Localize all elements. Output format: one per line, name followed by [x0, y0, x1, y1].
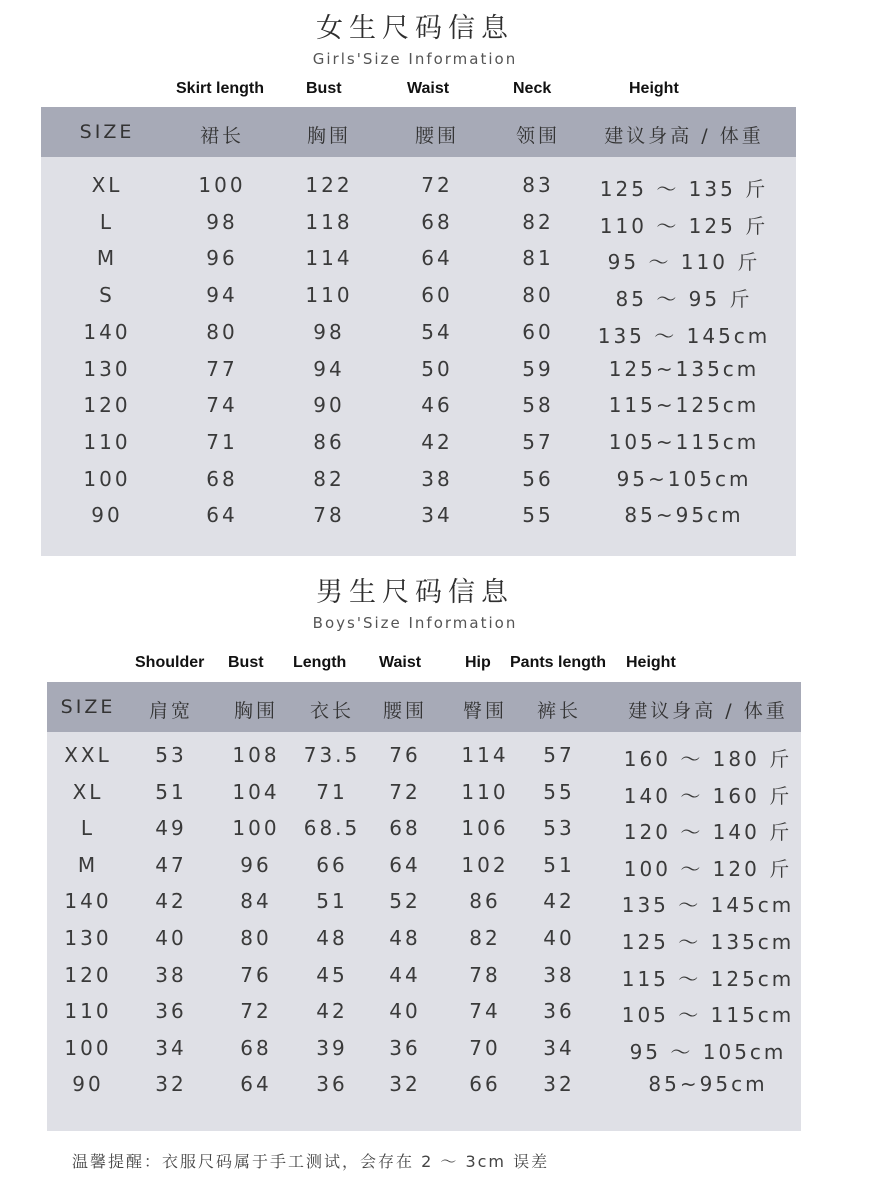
boys-english-label: Shoulder [135, 654, 205, 671]
girls-table-cell: 94 [206, 283, 238, 308]
boys-table-cell: 66 [469, 1072, 501, 1097]
girls-table-cell: 50 [421, 356, 453, 381]
girls-table-cell: M [96, 246, 118, 271]
boys-table-cell: 74 [469, 999, 501, 1024]
girls-table-cell: 98 [313, 319, 345, 344]
boys-table-cell: 78 [469, 962, 501, 987]
girls-table-cell: S [99, 283, 115, 308]
boys-table-cell: 51 [316, 889, 348, 914]
girls-table-cell: 56 [522, 466, 554, 491]
boys-english-label: Waist [379, 654, 422, 671]
boys-table-cell: 104 [232, 779, 280, 804]
girls-english-label: Skirt length [176, 80, 265, 97]
boys-english-label: Bust [228, 654, 264, 671]
girls-table-cell: 105~115cm [608, 429, 760, 454]
girls-table-cell: 125 ～ 135 斤 [599, 177, 769, 201]
boys-table-cell: 140 [64, 889, 112, 914]
girls-table-cell: 95~105cm [616, 466, 752, 491]
boys-table-cell: 84 [240, 889, 272, 914]
girls-table-header [41, 107, 796, 157]
boys-table-cell: M [77, 852, 99, 877]
girls-table-cell: 60 [522, 319, 554, 344]
boys-table-cell: 44 [389, 962, 421, 987]
girls-table-cell: XL [91, 173, 123, 197]
girls-table-cell: 130 [83, 356, 131, 381]
girls-table-cell: 110 [305, 283, 353, 308]
boys-table-cell: 72 [240, 999, 272, 1024]
boys-english-label: Hip [465, 654, 491, 671]
girls-table-cell: 95 ～ 110 斤 [607, 250, 761, 275]
boys-table-cell: 110 [64, 999, 112, 1024]
boys-table-cell: 32 [155, 1072, 187, 1097]
boys-table-cell: 36 [543, 999, 575, 1024]
girls-table-cell: 59 [522, 356, 554, 381]
girls-table-cell: 85~95cm [624, 503, 744, 528]
girls-table-cell: 64 [206, 503, 238, 528]
girls-english-label: Waist [407, 80, 450, 97]
boys-english-label: Height [626, 654, 676, 671]
girls-table-cell: 42 [421, 429, 453, 454]
boys-english-label: Length [293, 654, 347, 671]
girls-table-cell: 86 [313, 429, 345, 454]
girls-english-label: Bust [306, 80, 342, 97]
boys-header-cell: 裤长 [536, 700, 582, 722]
boys-table-cell: 57 [543, 743, 575, 767]
boys-table-cell: XXL [64, 743, 112, 767]
girls-header-cell: SIZE [79, 121, 135, 143]
girls-table-cell: 96 [206, 246, 238, 271]
boys-table-cell: 100 ～ 120 斤 [623, 856, 793, 881]
boys-table-cell: 68.5 [303, 816, 361, 841]
girls-header-cell: 领围 [515, 125, 561, 147]
boys-table-cell: 120 ～ 140 斤 [623, 820, 793, 845]
girls-table-cell: 71 [206, 429, 238, 454]
girls-table-cell: 115~125cm [608, 393, 760, 418]
boys-table-cell: 42 [155, 889, 187, 914]
boys-table-cell: 51 [155, 779, 187, 804]
girls-table-cell: 90 [91, 503, 123, 528]
girls-table-cell: 80 [206, 319, 238, 344]
boys-table-cell: 90 [72, 1072, 104, 1097]
girls-table-cell: 57 [522, 429, 554, 454]
girls-table-cell: 74 [206, 393, 238, 418]
boys-table-cell: 45 [316, 962, 348, 987]
boys-table-cell: 49 [155, 816, 187, 841]
boys-table-cell: 95 ～ 105cm [629, 1039, 787, 1064]
girls-table-cell: 38 [421, 466, 453, 491]
boys-table-cell: 64 [389, 852, 421, 877]
girls-english-label: Height [629, 80, 679, 97]
boys-table-cell: 70 [469, 1035, 501, 1060]
boys-table-cell: 48 [389, 926, 421, 950]
boys-header-cell: 腰围 [382, 700, 428, 722]
boys-table-cell: XL [72, 779, 104, 804]
boys-table-cell: 64 [240, 1072, 272, 1097]
girls-table-cell: 110 ～ 125 斤 [599, 213, 769, 238]
boys-table-cell: 102 [461, 852, 509, 877]
boys-table-cell: 100 [64, 1035, 112, 1060]
boys-table-cell: 73.5 [303, 743, 361, 767]
boys-table-cell: 39 [316, 1035, 348, 1060]
boys-table-cell: 34 [155, 1035, 187, 1060]
girls-table-cell: 118 [305, 209, 353, 234]
girls-table-cell: 55 [522, 503, 554, 528]
girls-size-table [41, 107, 796, 556]
boys-table-cell: 40 [155, 926, 187, 950]
girls-english-label: Neck [513, 80, 552, 97]
girls-table-cell: 46 [421, 393, 453, 418]
girls-table-cell: 114 [305, 246, 353, 271]
boys-table-cell: 66 [316, 852, 348, 877]
boys-table-cell: 47 [155, 852, 187, 877]
boys-english-label: Pants length [510, 654, 607, 671]
boys-table-cell: 72 [389, 779, 421, 804]
girls-table-cell: 64 [421, 246, 453, 271]
girls-header-cell: 胸围 [306, 125, 352, 147]
boys-table-cell: 36 [389, 1035, 421, 1060]
boys-table-cell: 53 [155, 743, 187, 767]
boys-table-cell: 51 [543, 852, 575, 877]
girls-header-cell: 建议身高 / 体重 [604, 125, 764, 147]
girls-table-cell: 83 [522, 173, 554, 197]
boys-table-cell: 68 [389, 816, 421, 841]
girls-table-cell: 68 [421, 209, 453, 234]
boys-header-cell: 建议身高 / 体重 [628, 700, 788, 722]
girls-table-cell: 58 [522, 393, 554, 418]
girls-table-cell: 100 [198, 173, 246, 197]
girls-table-cell: 60 [421, 283, 453, 308]
girls-table-cell: 90 [313, 393, 345, 418]
boys-table-header [47, 682, 801, 732]
girls-table-cell: 100 [83, 466, 131, 491]
girls-table-cell: 120 [83, 393, 131, 418]
girls-table-cell: 85 ～ 95 斤 [615, 287, 753, 312]
boys-table-cell: 32 [389, 1072, 421, 1097]
boys-table-cell: 160 ～ 180 斤 [623, 747, 793, 771]
girls-table-cell: 135 ～ 145cm [597, 323, 771, 348]
girls-table-cell: 82 [522, 209, 554, 234]
boys-header-cell: SIZE [60, 696, 116, 718]
boys-table-cell: 68 [240, 1035, 272, 1060]
boys-table-cell: 52 [389, 889, 421, 914]
boys-table-cell: 40 [389, 999, 421, 1024]
girls-table-cell: 122 [305, 173, 353, 197]
boys-subtitle: Boys'Size Information [312, 614, 518, 632]
boys-table-cell: 34 [543, 1035, 575, 1060]
boys-header-cell: 衣长 [309, 700, 355, 722]
girls-table-cell: 82 [313, 466, 345, 491]
girls-table-cell: 140 [83, 319, 131, 344]
girls-title: 女生尺码信息 [316, 13, 514, 44]
boys-table-cell: 82 [469, 926, 501, 950]
boys-table-cell: 48 [316, 926, 348, 950]
boys-table-cell: 110 [461, 779, 509, 804]
girls-table-cell: 110 [83, 429, 131, 454]
girls-table-cell: 98 [206, 209, 238, 234]
boys-table-cell: 108 [232, 743, 280, 767]
girls-table-cell: 94 [313, 356, 345, 381]
boys-table-cell: 42 [543, 889, 575, 914]
boys-table-cell: 115 ～ 125cm [621, 966, 795, 991]
boys-table-cell: 76 [240, 962, 272, 987]
boys-table-cell: 80 [240, 926, 272, 950]
boys-table-cell: 85~95cm [648, 1072, 768, 1097]
boys-table-cell: 42 [316, 999, 348, 1024]
measurement-note: 温馨提醒：衣服尺码属于手工测试，会存在 2 ～ 3cm 误差 [72, 1152, 550, 1171]
boys-table-cell: 38 [543, 962, 575, 987]
boys-table-cell: 100 [232, 816, 280, 841]
boys-table-cell: 38 [155, 962, 187, 987]
girls-table-cell: 72 [421, 173, 453, 197]
girls-table-cell: 80 [522, 283, 554, 308]
boys-table-cell: 71 [316, 779, 348, 804]
girls-table-cell: 81 [522, 246, 554, 271]
girls-table-cell: 125~135cm [608, 356, 760, 381]
boys-table-cell: 125 ～ 135cm [621, 930, 795, 954]
boys-header-cell: 胸围 [233, 700, 279, 722]
boys-table-cell: 32 [543, 1072, 575, 1097]
boys-table-cell: 105 ～ 115cm [621, 1003, 795, 1028]
boys-table-cell: 120 [64, 962, 112, 987]
boys-table-cell: 55 [543, 779, 575, 804]
boys-table-cell: 130 [64, 926, 112, 950]
boys-table-cell: L [80, 816, 96, 841]
girls-table-cell: 34 [421, 503, 453, 528]
boys-table-cell: 140 ～ 160 斤 [623, 783, 793, 808]
boys-table-cell: 86 [469, 889, 501, 914]
girls-table-cell: L [99, 209, 115, 234]
boys-header-cell: 肩宽 [148, 700, 194, 722]
boys-table-cell: 76 [389, 743, 421, 767]
boys-header-cell: 臀围 [462, 700, 508, 722]
boys-table-cell: 53 [543, 816, 575, 841]
boys-table-cell: 106 [461, 816, 509, 841]
girls-table-cell: 78 [313, 503, 345, 528]
girls-table-cell: 77 [206, 356, 238, 381]
boys-table-cell: 135 ～ 145cm [621, 893, 795, 918]
boys-table-cell: 36 [155, 999, 187, 1024]
girls-table-cell: 68 [206, 466, 238, 491]
girls-header-cell: 裙长 [199, 125, 245, 147]
girls-table-cell: 54 [421, 319, 453, 344]
boys-table-cell: 96 [240, 852, 272, 877]
boys-table-cell: 114 [461, 743, 509, 767]
girls-header-cell: 腰围 [414, 125, 460, 147]
girls-subtitle: Girls'Size Information [312, 50, 518, 68]
boys-title: 男生尺码信息 [316, 577, 514, 608]
boys-size-table [47, 682, 801, 1131]
boys-table-cell: 36 [316, 1072, 348, 1097]
boys-table-cell: 40 [543, 926, 575, 950]
